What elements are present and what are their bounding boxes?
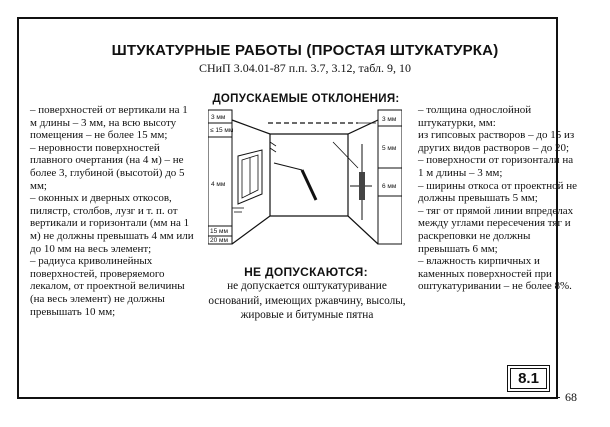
right-item: из гипсовых растворов – до 15 из других видов растворов – до 20;: [418, 129, 575, 154]
label-right-5mm: 5 мм: [382, 145, 397, 152]
label-left-15mm-max: ≤ 15 мм: [210, 127, 234, 134]
right-item: – толщина однослойной штукатурки, мм:: [418, 104, 532, 129]
left-item: – неровности поверхностей плавного очертания (на 4 м) – не более 3, глубиной (высотой) до 5 мм;: [30, 141, 185, 192]
footer-rule: [17, 397, 560, 398]
page-subtitle: СНиП 3.04.01-87 п.п. 3.7, 3.12, табл. 9, 10: [198, 61, 412, 75]
label-left-4mm: 4 мм: [211, 181, 226, 188]
right-item: – тяг от прямой линии впределах между углами пересечения тяг и раскреповки не должны превышать 6 мм;: [418, 204, 574, 255]
right-column: [418, 104, 578, 293]
label-left-15mm: 15 мм: [210, 228, 228, 235]
deviation-diagram: [208, 108, 402, 248]
left-item: – поверхностей от вертикали на 1 м длины – 3 мм, на всю высоту помещения – не более 15 мм;: [30, 104, 188, 142]
right-item: – ширины откоса от проектной не должны превышать 5 мм;: [418, 179, 578, 205]
label-left-20mm: 20 мм: [210, 237, 228, 244]
page-title: ШТУКАТУРНЫЕ РАБОТЫ (ПРОСТАЯ ШТУКАТУРКА): [111, 42, 499, 59]
left-item: – оконных и дверных откосов, пилястр, столбов, лузг и т. п. от вертикали и горизонтали (мм на 1 м) не должны превышать 4 мм или до 10 мм на весь элемент;: [30, 192, 194, 255]
right-item: – поверхности от горизонтали на 1 м длины – 3 мм;: [418, 154, 574, 179]
left-column: [30, 104, 196, 318]
sheet-number-badge: [507, 365, 550, 392]
label-left-3mm: 3 мм: [211, 114, 226, 121]
left-item: – радиуса криволинейных поверхностей, проверяемого лекалом, от проектной величины (на весь элемент) не должны превышать 10 мм;: [30, 255, 185, 318]
not-allowed-heading: НЕ ДОПУСКАЮТСЯ:: [244, 265, 368, 279]
allowed-deviations-heading: ДОПУСКАЕМЫЕ ОТКЛОНЕНИЯ:: [212, 93, 400, 105]
right-item: – влажность кирпичных и каменных поверхностей при оштукатуривании – не более 8%.: [418, 255, 572, 293]
sheet-number: 8.1: [510, 368, 547, 389]
page-number: 68: [565, 390, 577, 404]
label-right-3mm: 3 мм: [382, 116, 397, 123]
not-allowed-text: не допускается оштукатуривание оснований, имеющих ржавчину, высолы, жировые и битумные пятна: [208, 280, 406, 321]
label-right-6mm: 6 мм: [382, 183, 397, 190]
